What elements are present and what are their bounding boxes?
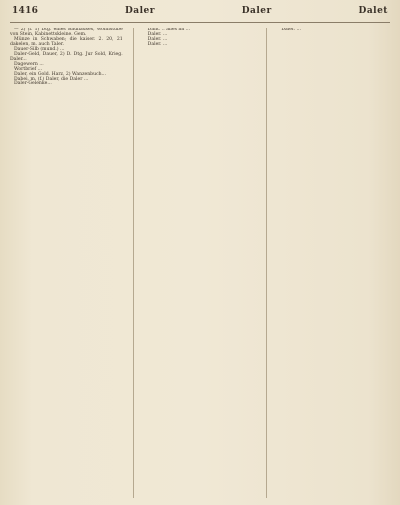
text-columns [10,28,390,498]
text-column-right [277,28,390,498]
entry-paragraph: — 2) (f. 1) Dtg. eines Bauhauses, Wohnstube von Stein, Kabinettskleine. Gem. [10,28,123,37]
entry-paragraph: Wortbrief ... [14,66,43,72]
entry-paragraph: Dant. .. alles im ... [147,28,191,32]
page-number: 1416 [12,6,39,16]
right-running-head: Dalet [358,6,388,16]
center-running-head: Daler [241,6,272,16]
left-running-head: Daler [124,6,156,16]
column-divider [133,28,134,498]
entry-paragraph: Daler. ... [147,36,168,42]
column-divider [266,28,267,498]
entry-paragraph: Dagewern ... [14,61,44,67]
entry-paragraph: Daler. ... [147,31,168,37]
entry-paragraph: Münze in Schwaben; die kaiser. 2. 20, 21 dakelen, m. auch Taler. [10,36,123,47]
entry-paragraph: Dabei, m. (f.) Daler, die Daler ... [14,76,89,82]
entry-paragraph: Daler, ein Gold. Harz, 2) Wanzenbuch... [14,71,106,77]
entry-paragraph: Daler-Geld, Dauer, 2) D. Dtg. Jur Sold, Krieg. Daler... [10,51,123,62]
entry-paragraph: Daler-Gelenke... [14,81,52,87]
text-column-middle [144,28,257,498]
page-header [10,6,390,23]
entry-paragraph: Daler. ... [281,28,301,32]
entry-paragraph: Dauer-Silb (mund.) ... [14,46,65,52]
text-column-left [10,28,123,498]
entry-paragraph: Daler. ... [147,41,168,47]
